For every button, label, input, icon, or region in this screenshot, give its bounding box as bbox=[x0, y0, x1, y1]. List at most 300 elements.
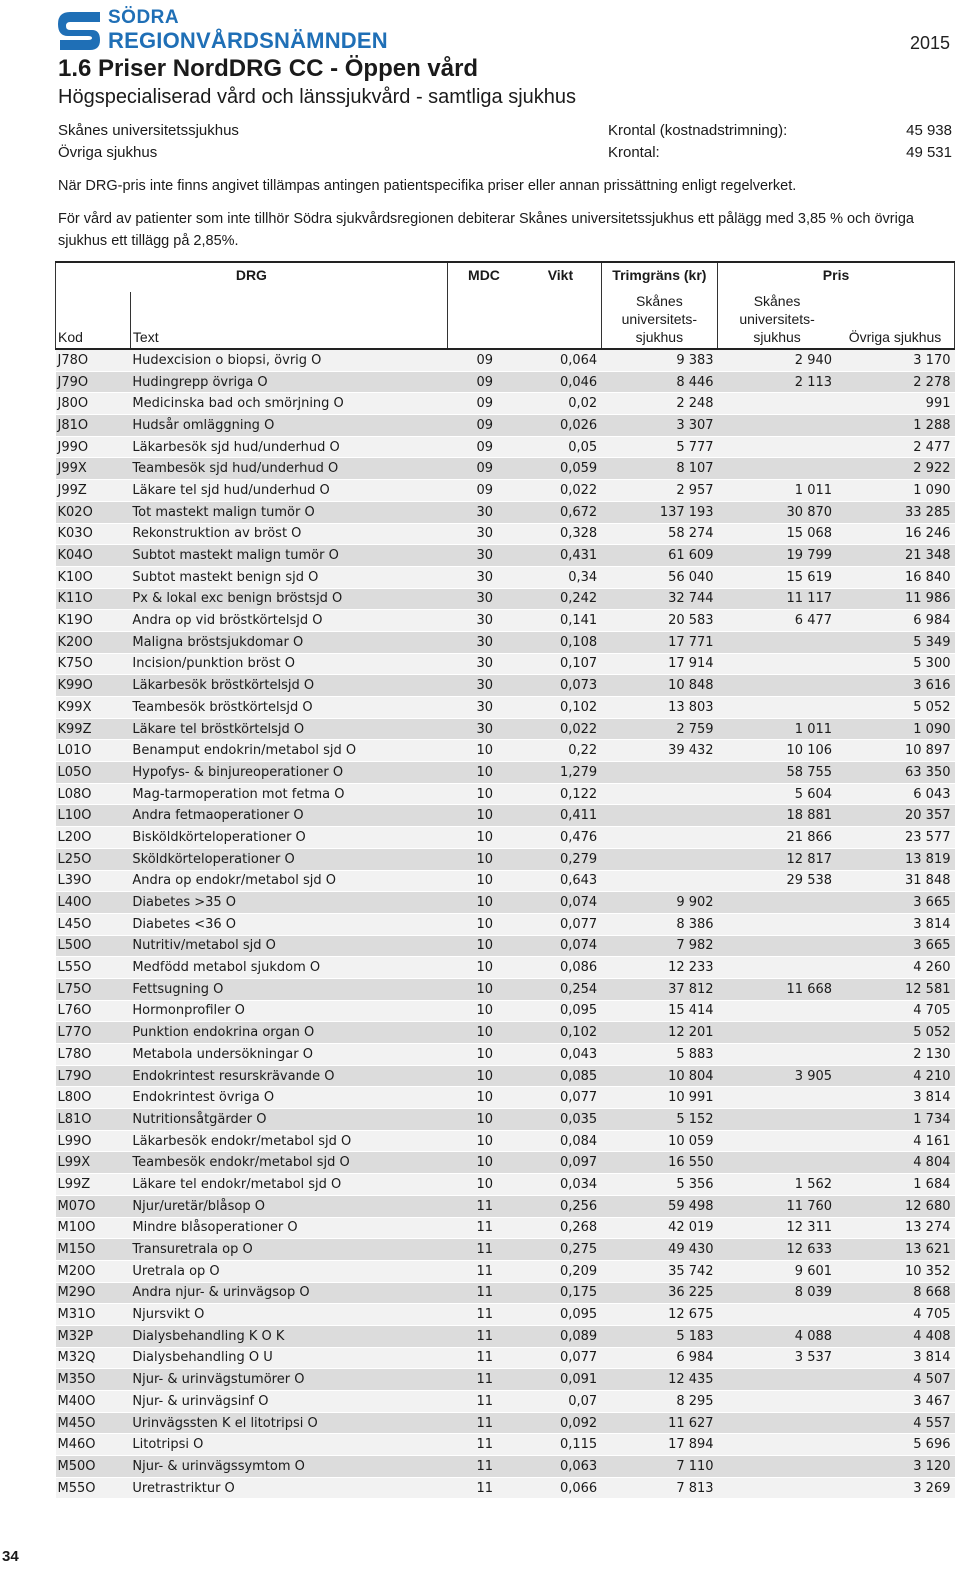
hospital-label: Skånes universitetssjukhus bbox=[58, 122, 239, 139]
cell-trimgrans: 16 550 bbox=[601, 1152, 717, 1174]
table-row bbox=[56, 501, 955, 523]
cell-vikt: 0,095 bbox=[520, 1000, 601, 1022]
cell-pris-sus: 19 799 bbox=[718, 545, 836, 567]
cell-trimgrans: 17 914 bbox=[601, 653, 717, 675]
table-row bbox=[56, 675, 955, 697]
cell-kod: L45O bbox=[56, 913, 131, 935]
cell-pris-sus bbox=[718, 1044, 836, 1066]
cell-trimgrans: 3 307 bbox=[601, 415, 717, 437]
cell-kod: M10O bbox=[56, 1217, 131, 1239]
cell-pris-sus: 9 601 bbox=[718, 1260, 836, 1282]
cell-mdc: 09 bbox=[447, 436, 520, 458]
cell-kod: M15O bbox=[56, 1239, 131, 1261]
cell-mdc: 30 bbox=[447, 588, 520, 610]
cell-pris-ovriga: 4 260 bbox=[836, 957, 954, 979]
cell-pris-ovriga: 13 274 bbox=[836, 1217, 954, 1239]
cell-mdc: 10 bbox=[447, 870, 520, 892]
cell-pris-ovriga: 4 557 bbox=[836, 1412, 954, 1434]
cell-pris-ovriga: 2 278 bbox=[836, 371, 954, 393]
cell-vikt: 0,043 bbox=[520, 1044, 601, 1066]
table-row bbox=[56, 1109, 955, 1131]
cell-pris-sus bbox=[718, 1369, 836, 1391]
cell-vikt: 0,035 bbox=[520, 1109, 601, 1131]
cell-vikt: 0,411 bbox=[520, 805, 601, 827]
table-row bbox=[56, 566, 955, 588]
cell-mdc: 30 bbox=[447, 675, 520, 697]
cell-text: Endokrintest resurskrävande O bbox=[130, 1065, 447, 1087]
cell-kod: M20O bbox=[56, 1260, 131, 1282]
cell-pris-sus: 1 562 bbox=[718, 1174, 836, 1196]
table-row bbox=[56, 588, 955, 610]
cell-pris-ovriga: 3 269 bbox=[836, 1477, 954, 1499]
cell-mdc: 11 bbox=[447, 1282, 520, 1304]
cell-trimgrans: 36 225 bbox=[601, 1282, 717, 1304]
cell-kod: M55O bbox=[56, 1477, 131, 1499]
cell-pris-ovriga: 3 814 bbox=[836, 913, 954, 935]
cell-pris-sus: 18 881 bbox=[718, 805, 836, 827]
cell-text: Njursvikt O bbox=[130, 1304, 447, 1326]
cell-pris-sus: 3 537 bbox=[718, 1347, 836, 1369]
table-row bbox=[56, 371, 955, 393]
cell-pris-ovriga: 20 357 bbox=[836, 805, 954, 827]
cell-pris-sus bbox=[718, 631, 836, 653]
cell-vikt: 0,085 bbox=[520, 1065, 601, 1087]
cell-pris-sus bbox=[718, 1022, 836, 1044]
cell-pris-sus bbox=[718, 1456, 836, 1478]
cell-kod: L80O bbox=[56, 1087, 131, 1109]
cell-mdc: 10 bbox=[447, 827, 520, 849]
cell-kod: L99O bbox=[56, 1130, 131, 1152]
table-row bbox=[56, 1217, 955, 1239]
cell-pris-sus: 4 088 bbox=[718, 1325, 836, 1347]
cell-mdc: 10 bbox=[447, 1000, 520, 1022]
table-row bbox=[56, 1282, 955, 1304]
cell-trimgrans: 12 435 bbox=[601, 1369, 717, 1391]
cell-trimgrans: 8 295 bbox=[601, 1391, 717, 1413]
cell-text: Maligna bröstsjukdomar O bbox=[130, 631, 447, 653]
cell-kod: M35O bbox=[56, 1369, 131, 1391]
cell-kod: L20O bbox=[56, 827, 131, 849]
cell-mdc: 10 bbox=[447, 762, 520, 784]
cell-vikt: 0,022 bbox=[520, 480, 601, 502]
cell-kod: L40O bbox=[56, 892, 131, 914]
cell-mdc: 11 bbox=[447, 1260, 520, 1282]
header-kod: Kod bbox=[56, 292, 131, 349]
cell-kod: J79O bbox=[56, 371, 131, 393]
cell-vikt: 0,092 bbox=[520, 1412, 601, 1434]
cell-kod: L99Z bbox=[56, 1174, 131, 1196]
cell-vikt: 0,059 bbox=[520, 458, 601, 480]
table-row bbox=[56, 740, 955, 762]
cell-vikt: 0,084 bbox=[520, 1130, 601, 1152]
cell-trimgrans: 8 107 bbox=[601, 458, 717, 480]
cell-pris-ovriga: 1 090 bbox=[836, 480, 954, 502]
regionvardsnamnden-logo bbox=[56, 6, 386, 56]
cell-pris-sus bbox=[718, 458, 836, 480]
cell-pris-ovriga: 10 897 bbox=[836, 740, 954, 762]
logo-mark-icon bbox=[56, 8, 104, 54]
cell-kod: L79O bbox=[56, 1065, 131, 1087]
table-row bbox=[56, 805, 955, 827]
cell-pris-ovriga: 2 130 bbox=[836, 1044, 954, 1066]
cell-mdc: 10 bbox=[447, 805, 520, 827]
cell-trimgrans: 2 957 bbox=[601, 480, 717, 502]
cell-kod: K10O bbox=[56, 566, 131, 588]
table-row bbox=[56, 913, 955, 935]
cell-pris-ovriga: 3 467 bbox=[836, 1391, 954, 1413]
cell-text: Benamput endokrin/metabol sjd O bbox=[130, 740, 447, 762]
cell-vikt: 0,256 bbox=[520, 1195, 601, 1217]
page-subtitle: Högspecialiserad vård och länssjukvård - samtliga sjukhus bbox=[58, 86, 577, 108]
table-row bbox=[56, 458, 955, 480]
cell-text: Endokrintest övriga O bbox=[130, 1087, 447, 1109]
table-row bbox=[56, 1000, 955, 1022]
krontal-value: 45 938 bbox=[906, 122, 952, 139]
cell-kod: J99X bbox=[56, 458, 131, 480]
cell-text: Läkare tel bröstkörtelsjd O bbox=[130, 718, 447, 740]
cell-mdc: 09 bbox=[447, 458, 520, 480]
info-row-sus bbox=[58, 122, 952, 142]
cell-trimgrans: 7 813 bbox=[601, 1477, 717, 1499]
cell-mdc: 30 bbox=[447, 718, 520, 740]
cell-pris-sus: 1 011 bbox=[718, 718, 836, 740]
cell-kod: M45O bbox=[56, 1412, 131, 1434]
cell-pris-sus: 1 011 bbox=[718, 480, 836, 502]
cell-text: Njur- & urinvägsinf O bbox=[130, 1391, 447, 1413]
cell-trimgrans: 5 152 bbox=[601, 1109, 717, 1131]
cell-text: Dialysbehandling K O K bbox=[130, 1325, 447, 1347]
cell-mdc: 10 bbox=[447, 1174, 520, 1196]
cell-kod: K75O bbox=[56, 653, 131, 675]
table-row bbox=[56, 1391, 955, 1413]
table-row bbox=[56, 1174, 955, 1196]
cell-mdc: 30 bbox=[447, 653, 520, 675]
cell-trimgrans: 49 430 bbox=[601, 1239, 717, 1261]
cell-trimgrans: 12 233 bbox=[601, 957, 717, 979]
cell-text: Andra njur- & urinvägsop O bbox=[130, 1282, 447, 1304]
cell-trimgrans bbox=[601, 762, 717, 784]
cell-trimgrans: 42 019 bbox=[601, 1217, 717, 1239]
cell-vikt: 0,064 bbox=[520, 349, 601, 371]
table-row bbox=[56, 762, 955, 784]
table-row bbox=[56, 1044, 955, 1066]
table-row bbox=[56, 870, 955, 892]
cell-pris-ovriga: 1 288 bbox=[836, 415, 954, 437]
cell-pris-ovriga: 3 814 bbox=[836, 1087, 954, 1109]
cell-trimgrans: 9 902 bbox=[601, 892, 717, 914]
cell-text: Diabetes >35 O bbox=[130, 892, 447, 914]
table-row bbox=[56, 827, 955, 849]
krontal-value: 49 531 bbox=[906, 144, 952, 161]
cell-pris-ovriga: 33 285 bbox=[836, 501, 954, 523]
cell-text: Uretrastriktur O bbox=[130, 1477, 447, 1499]
cell-vikt: 0,074 bbox=[520, 935, 601, 957]
table-row bbox=[56, 393, 955, 415]
cell-trimgrans: 5 183 bbox=[601, 1325, 717, 1347]
cell-pris-ovriga: 6 984 bbox=[836, 610, 954, 632]
cell-pris-sus: 29 538 bbox=[718, 870, 836, 892]
cell-vikt: 0,175 bbox=[520, 1282, 601, 1304]
cell-text: Metabola undersökningar O bbox=[130, 1044, 447, 1066]
cell-pris-sus: 12 633 bbox=[718, 1239, 836, 1261]
cell-vikt: 0,077 bbox=[520, 1347, 601, 1369]
cell-pris-ovriga: 4 507 bbox=[836, 1369, 954, 1391]
cell-trimgrans: 7 982 bbox=[601, 935, 717, 957]
cell-pris-sus bbox=[718, 675, 836, 697]
cell-mdc: 09 bbox=[447, 371, 520, 393]
cell-pris-ovriga: 4 705 bbox=[836, 1304, 954, 1326]
cell-vikt: 0,672 bbox=[520, 501, 601, 523]
cell-pris-sus: 3 905 bbox=[718, 1065, 836, 1087]
cell-text: Teambesök bröstkörtelsjd O bbox=[130, 697, 447, 719]
page-number: 34 bbox=[2, 1548, 19, 1565]
cell-kod: M32Q bbox=[56, 1347, 131, 1369]
cell-mdc: 11 bbox=[447, 1434, 520, 1456]
table-row bbox=[56, 631, 955, 653]
cell-vikt: 0,026 bbox=[520, 415, 601, 437]
cell-vikt: 0,268 bbox=[520, 1217, 601, 1239]
cell-vikt: 0,074 bbox=[520, 892, 601, 914]
cell-trimgrans: 61 609 bbox=[601, 545, 717, 567]
table-row bbox=[56, 1152, 955, 1174]
cell-text: Hormonprofiler O bbox=[130, 1000, 447, 1022]
cell-vikt: 0,07 bbox=[520, 1391, 601, 1413]
cell-mdc: 30 bbox=[447, 566, 520, 588]
cell-mdc: 10 bbox=[447, 913, 520, 935]
cell-vikt: 0,476 bbox=[520, 827, 601, 849]
cell-text: Diabetes <36 O bbox=[130, 913, 447, 935]
cell-pris-sus bbox=[718, 892, 836, 914]
cell-mdc: 10 bbox=[447, 1022, 520, 1044]
cell-trimgrans: 2 248 bbox=[601, 393, 717, 415]
cell-mdc: 30 bbox=[447, 610, 520, 632]
cell-vikt: 0,046 bbox=[520, 371, 601, 393]
cell-trimgrans: 5 777 bbox=[601, 436, 717, 458]
cell-text: Mag-tarmoperation mot fetma O bbox=[130, 783, 447, 805]
cell-text: Hudingrepp övriga O bbox=[130, 371, 447, 393]
cell-pris-sus bbox=[718, 1130, 836, 1152]
cell-text: Medfödd metabol sjukdom O bbox=[130, 957, 447, 979]
table-row bbox=[56, 1195, 955, 1217]
cell-trimgrans: 20 583 bbox=[601, 610, 717, 632]
header-drg: DRG bbox=[56, 262, 448, 292]
cell-pris-sus: 12 311 bbox=[718, 1217, 836, 1239]
cell-vikt: 0,063 bbox=[520, 1456, 601, 1478]
cell-mdc: 30 bbox=[447, 523, 520, 545]
cell-text: Njur- & urinvägssymtom O bbox=[130, 1456, 447, 1478]
note-surcharge: För vård av patienter som inte tillhör Södra sjukvårdsregionen debiterar Skånes universitetssjukhus ett pålägg med 3,85 % och övriga sjukhus ett tillägg på 2,85%. bbox=[58, 211, 914, 249]
cell-pris-sus bbox=[718, 1412, 836, 1434]
cell-trimgrans: 12 201 bbox=[601, 1022, 717, 1044]
cell-pris-ovriga: 21 348 bbox=[836, 545, 954, 567]
cell-pris-ovriga: 31 848 bbox=[836, 870, 954, 892]
cell-pris-sus: 2 940 bbox=[718, 349, 836, 371]
cell-trimgrans: 8 446 bbox=[601, 371, 717, 393]
cell-text: Fettsugning O bbox=[130, 978, 447, 1000]
cell-vikt: 0,097 bbox=[520, 1152, 601, 1174]
cell-kod: J99Z bbox=[56, 480, 131, 502]
cell-pris-ovriga: 5 052 bbox=[836, 1022, 954, 1044]
cell-vikt: 0,02 bbox=[520, 393, 601, 415]
cell-text: Läkarbesök sjd hud/underhud O bbox=[130, 436, 447, 458]
cell-pris-sus: 12 817 bbox=[718, 848, 836, 870]
cell-pris-ovriga: 12 680 bbox=[836, 1195, 954, 1217]
cell-pris-ovriga: 4 705 bbox=[836, 1000, 954, 1022]
table-row bbox=[56, 1347, 955, 1369]
table-row bbox=[56, 1456, 955, 1478]
cell-kod: K99O bbox=[56, 675, 131, 697]
cell-pris-ovriga: 3 120 bbox=[836, 1456, 954, 1478]
cell-pris-ovriga: 8 668 bbox=[836, 1282, 954, 1304]
table-row bbox=[56, 1477, 955, 1499]
cell-vikt: 0,086 bbox=[520, 957, 601, 979]
cell-kod: M31O bbox=[56, 1304, 131, 1326]
table-row bbox=[56, 1239, 955, 1261]
cell-pris-ovriga: 3 616 bbox=[836, 675, 954, 697]
cell-vikt: 0,022 bbox=[520, 718, 601, 740]
table-row bbox=[56, 957, 955, 979]
cell-pris-ovriga: 13 621 bbox=[836, 1239, 954, 1261]
cell-text: Rekonstruktion av bröst O bbox=[130, 523, 447, 545]
cell-pris-ovriga: 1 734 bbox=[836, 1109, 954, 1131]
cell-pris-ovriga: 3 665 bbox=[836, 935, 954, 957]
cell-mdc: 09 bbox=[447, 349, 520, 371]
cell-pris-ovriga: 13 819 bbox=[836, 848, 954, 870]
cell-vikt: 1,279 bbox=[520, 762, 601, 784]
cell-mdc: 10 bbox=[447, 935, 520, 957]
cell-trimgrans: 56 040 bbox=[601, 566, 717, 588]
cell-pris-ovriga: 6 043 bbox=[836, 783, 954, 805]
table-row bbox=[56, 545, 955, 567]
hospital-label: Övriga sjukhus bbox=[58, 144, 158, 161]
cell-trimgrans: 58 274 bbox=[601, 523, 717, 545]
cell-mdc: 10 bbox=[447, 957, 520, 979]
cell-vikt: 0,066 bbox=[520, 1477, 601, 1499]
table-row bbox=[56, 1087, 955, 1109]
cell-text: Nutritiv/metabol sjd O bbox=[130, 935, 447, 957]
cell-pris-sus bbox=[718, 436, 836, 458]
cell-kod: L08O bbox=[56, 783, 131, 805]
table-row bbox=[56, 1304, 955, 1326]
table-row bbox=[56, 892, 955, 914]
cell-kod: L99X bbox=[56, 1152, 131, 1174]
cell-vikt: 0,034 bbox=[520, 1174, 601, 1196]
cell-kod: J81O bbox=[56, 415, 131, 437]
cell-pris-ovriga: 5 696 bbox=[836, 1434, 954, 1456]
header-trim-sus: Skånes universitets-sjukhus bbox=[601, 292, 717, 349]
cell-pris-sus bbox=[718, 1304, 836, 1326]
cell-mdc: 10 bbox=[447, 740, 520, 762]
header-pris: Pris bbox=[718, 262, 955, 292]
krontal-label: Krontal (kostnadstrimning): bbox=[608, 122, 788, 139]
table-row bbox=[56, 610, 955, 632]
cell-vikt: 0,279 bbox=[520, 848, 601, 870]
cell-trimgrans: 10 804 bbox=[601, 1065, 717, 1087]
cell-kod: K11O bbox=[56, 588, 131, 610]
table-row bbox=[56, 1325, 955, 1347]
cell-pris-sus: 8 039 bbox=[718, 1282, 836, 1304]
cell-trimgrans: 5 356 bbox=[601, 1174, 717, 1196]
cell-kod: L01O bbox=[56, 740, 131, 762]
cell-vikt: 0,073 bbox=[520, 675, 601, 697]
cell-trimgrans: 10 991 bbox=[601, 1087, 717, 1109]
cell-text: Subtot mastekt malign tumör O bbox=[130, 545, 447, 567]
cell-pris-ovriga: 16 246 bbox=[836, 523, 954, 545]
cell-text: Läkarbesök endokr/metabol sjd O bbox=[130, 1130, 447, 1152]
cell-pris-ovriga: 16 840 bbox=[836, 566, 954, 588]
cell-kod: L75O bbox=[56, 978, 131, 1000]
cell-vikt: 0,34 bbox=[520, 566, 601, 588]
cell-pris-ovriga: 1 684 bbox=[836, 1174, 954, 1196]
table-row bbox=[56, 1130, 955, 1152]
cell-mdc: 10 bbox=[447, 1152, 520, 1174]
cell-kod: K04O bbox=[56, 545, 131, 567]
cell-kod: L50O bbox=[56, 935, 131, 957]
cell-pris-ovriga: 63 350 bbox=[836, 762, 954, 784]
cell-mdc: 10 bbox=[447, 783, 520, 805]
cell-pris-sus bbox=[718, 1434, 836, 1456]
cell-pris-sus bbox=[718, 1087, 836, 1109]
cell-mdc: 09 bbox=[447, 480, 520, 502]
cell-vikt: 0,254 bbox=[520, 978, 601, 1000]
cell-trimgrans bbox=[601, 827, 717, 849]
cell-vikt: 0,209 bbox=[520, 1260, 601, 1282]
cell-pris-sus: 15 619 bbox=[718, 566, 836, 588]
cell-trimgrans: 39 432 bbox=[601, 740, 717, 762]
cell-pris-sus: 58 755 bbox=[718, 762, 836, 784]
cell-text: Tot mastekt malign tumör O bbox=[130, 501, 447, 523]
cell-trimgrans: 7 110 bbox=[601, 1456, 717, 1478]
cell-mdc: 10 bbox=[447, 1087, 520, 1109]
cell-text: Medicinska bad och smörjning O bbox=[130, 393, 447, 415]
cell-pris-ovriga: 991 bbox=[836, 393, 954, 415]
cell-mdc: 11 bbox=[447, 1239, 520, 1261]
cell-pris-sus bbox=[718, 1477, 836, 1499]
cell-pris-sus: 30 870 bbox=[718, 501, 836, 523]
cell-pris-sus bbox=[718, 913, 836, 935]
cell-text: Litotripsi O bbox=[130, 1434, 447, 1456]
table-row bbox=[56, 978, 955, 1000]
table-row bbox=[56, 935, 955, 957]
cell-pris-ovriga: 4 408 bbox=[836, 1325, 954, 1347]
cell-vikt: 0,275 bbox=[520, 1239, 601, 1261]
table-row bbox=[56, 1434, 955, 1456]
cell-mdc: 11 bbox=[447, 1325, 520, 1347]
table-row bbox=[56, 1022, 955, 1044]
cell-vikt: 0,107 bbox=[520, 653, 601, 675]
cell-kod: K02O bbox=[56, 501, 131, 523]
cell-vikt: 0,328 bbox=[520, 523, 601, 545]
cell-kod: L81O bbox=[56, 1109, 131, 1131]
cell-pris-ovriga: 1 090 bbox=[836, 718, 954, 740]
cell-pris-ovriga: 4 804 bbox=[836, 1152, 954, 1174]
cell-mdc: 10 bbox=[447, 1065, 520, 1087]
cell-vikt: 0,22 bbox=[520, 740, 601, 762]
cell-pris-sus: 11 117 bbox=[718, 588, 836, 610]
table-row bbox=[56, 783, 955, 805]
cell-pris-ovriga: 4 161 bbox=[836, 1130, 954, 1152]
cell-text: Njur- & urinvägstumörer O bbox=[130, 1369, 447, 1391]
cell-kod: L78O bbox=[56, 1044, 131, 1066]
cell-pris-sus: 21 866 bbox=[718, 827, 836, 849]
cell-mdc: 11 bbox=[447, 1391, 520, 1413]
cell-kod: L25O bbox=[56, 848, 131, 870]
cell-vikt: 0,05 bbox=[520, 436, 601, 458]
cell-text: Hypofys- & binjureoperationer O bbox=[130, 762, 447, 784]
table-row bbox=[56, 1369, 955, 1391]
header-text: Text bbox=[130, 292, 447, 349]
cell-vikt: 0,102 bbox=[520, 1022, 601, 1044]
